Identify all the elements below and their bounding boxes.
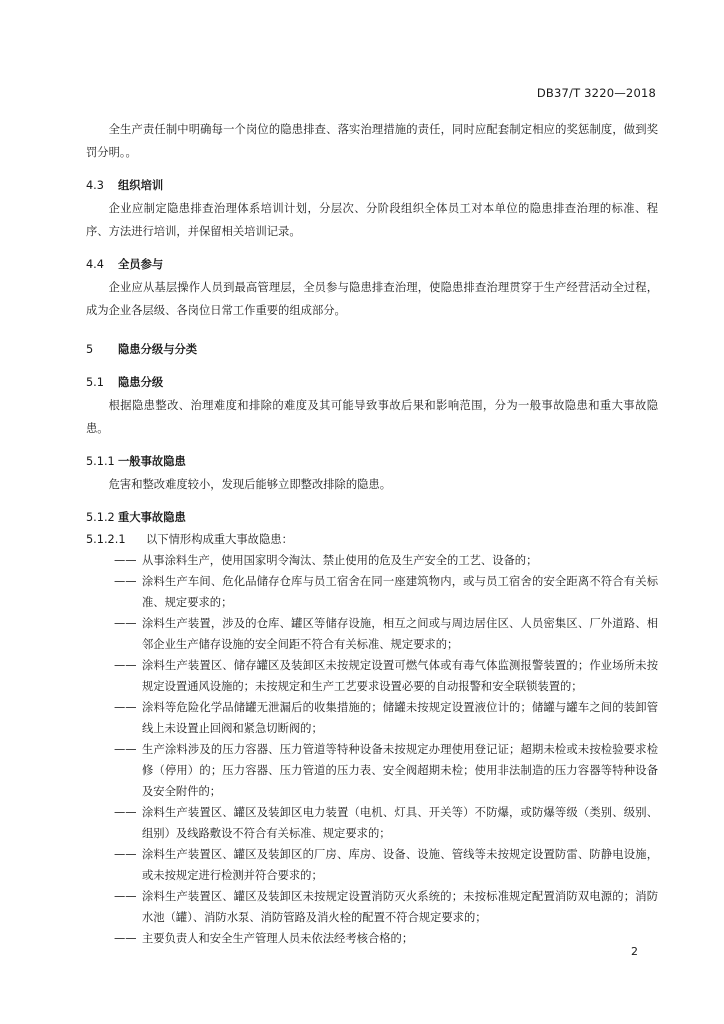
section-number: 5.1.1 (86, 455, 115, 468)
section-title: 全员参与 (118, 258, 164, 271)
paragraph: 企业应从基层操作人员到最高管理层，全员参与隐患排查治理，使隐患排查治理贯穿于生产经营活动全过程，成为企业各层级、各岗位日常工作重要的组成部分。 (86, 281, 658, 317)
section-heading (86, 450, 658, 473)
section-number: 5 (86, 343, 94, 356)
list-item-text: 涂料生产装置，涉及的仓库、罐区等储存设施，相互之间或与周边居住区、人员密集区、厂外道路、相邻企业生产储存设施的安全间距不符合有关标准、规定要求的； (142, 617, 658, 651)
document-body (86, 118, 658, 949)
section-heading (86, 253, 658, 276)
section-number: 4.3 (86, 179, 104, 192)
dash-marker: —— (114, 806, 137, 819)
paragraph: 危害和整改难度较小，发现后能够立即整改排除的隐患。 (108, 478, 392, 491)
list-item (86, 697, 658, 739)
section-heading (86, 174, 658, 197)
dash-marker: —— (114, 659, 137, 672)
list-item-text: 主要负责人和安全生产管理人员未依法经考核合格的； (142, 932, 414, 945)
clause-text: 以下情形构成重大事故隐患： (146, 533, 293, 546)
list-item-text: 涂料等危险化学品储罐无泄漏后的收集措施的；储罐未按规定设置液位计的；储罐与罐车之间的装卸管线上未设置止回阀和紧急切断阀的； (142, 701, 658, 735)
dash-marker: —— (114, 890, 137, 903)
dash-marker: —— (114, 617, 137, 630)
clause-number: 5.1.2.1 (86, 533, 126, 546)
list-item (86, 886, 658, 928)
paragraph: 根据隐患整改、治理难度和排除的难度及其可能导致事故后果和影响范围，分为一般事故隐患和重大事故隐患。 (86, 399, 658, 435)
section-number: 5.1 (86, 376, 104, 389)
clause-5-1-2-1 (86, 529, 658, 550)
section-title: 一般事故隐患 (118, 455, 186, 468)
dash-marker: —— (114, 554, 137, 567)
section-heading (86, 338, 658, 361)
paragraph: 企业应制定隐患排查治理体系培训计划，分层次、分阶段组织全体员工对本单位的隐患排查治理的标准、程序、方法进行培训，并保留相关培训记录。 (86, 202, 658, 238)
list-item (86, 844, 658, 886)
list-item-text: 涂料生产装置区、罐区及装卸区的厂房、库房、设备、设施、管线等未按规定设置防雷、防静电设施，或未按规定进行检测并符合要求的； (142, 848, 658, 882)
paragraph: 全生产责任制中明确每一个岗位的隐患排查、落实治理措施的责任，同时应配套制定相应的奖惩制度，做到奖罚分明。。 (86, 123, 658, 159)
list-item-text: 涂料生产装置区、罐区及装卸区电力装置（电机、灯具、开关等）不防爆，或防爆等级（类别、级别、组别）及线路敷设不符合有关标准、规定要求的； (142, 806, 658, 840)
hazard-list (86, 550, 658, 949)
section-number: 5.1.2 (86, 511, 115, 524)
dash-marker: —— (114, 575, 137, 588)
list-item (86, 739, 658, 802)
page-number: 2 (631, 945, 638, 958)
list-item-text: 生产涂料涉及的压力容器、压力管道等特种设备未按规定办理使用登记证；超期未检或未按检验要求检修（停用）的；压力容器、压力管道的压力表、安全阀超期未检；使用非法制造的压力容器等特种设备及安全附件的； (142, 743, 658, 798)
list-item-text: 涂料生产装置区、储存罐区及装卸区未按规定设置可燃气体或有毒气体监测报警装置的；作业场所未按规定设置通风设施的；未按规定和生产工艺要求设置必要的自动报警和安全联锁装置的； (142, 659, 658, 693)
list-item (86, 571, 658, 613)
list-item (86, 928, 658, 949)
list-item-text: 涂料生产车间、危化品储存仓库与员工宿舍在同一座建筑物内，或与员工宿舍的安全距离不符合有关标准、规定要求的； (142, 575, 658, 609)
list-item (86, 613, 658, 655)
section-heading (86, 371, 658, 394)
dash-marker: —— (114, 701, 137, 714)
section-title: 隐患分级与分类 (118, 343, 198, 356)
standard-code: DB37/T 3220—2018 (536, 86, 656, 100)
dash-marker: —— (114, 932, 137, 945)
section-blocks (86, 118, 658, 529)
list-item (86, 550, 658, 571)
dash-marker: —— (114, 743, 137, 756)
dash-marker: —— (114, 848, 137, 861)
list-item (86, 802, 658, 844)
list-item (86, 655, 658, 697)
section-number: 4.4 (86, 258, 104, 271)
section-title: 隐患分级 (118, 376, 164, 389)
section-title: 重大事故隐患 (118, 511, 186, 524)
section-heading (86, 506, 658, 529)
list-item-text: 涂料生产装置区、罐区及装卸区未按规定设置消防灭火系统的；未按标准规定配置消防双电源的；消防水池（罐）、消防水泵、消防管路及消火栓的配置不符合规定要求的； (142, 890, 658, 924)
section-title: 组织培训 (118, 179, 164, 192)
list-item-text: 从事涂料生产，使用国家明令淘汰、禁止使用的危及生产安全的工艺、设备的； (142, 554, 538, 567)
